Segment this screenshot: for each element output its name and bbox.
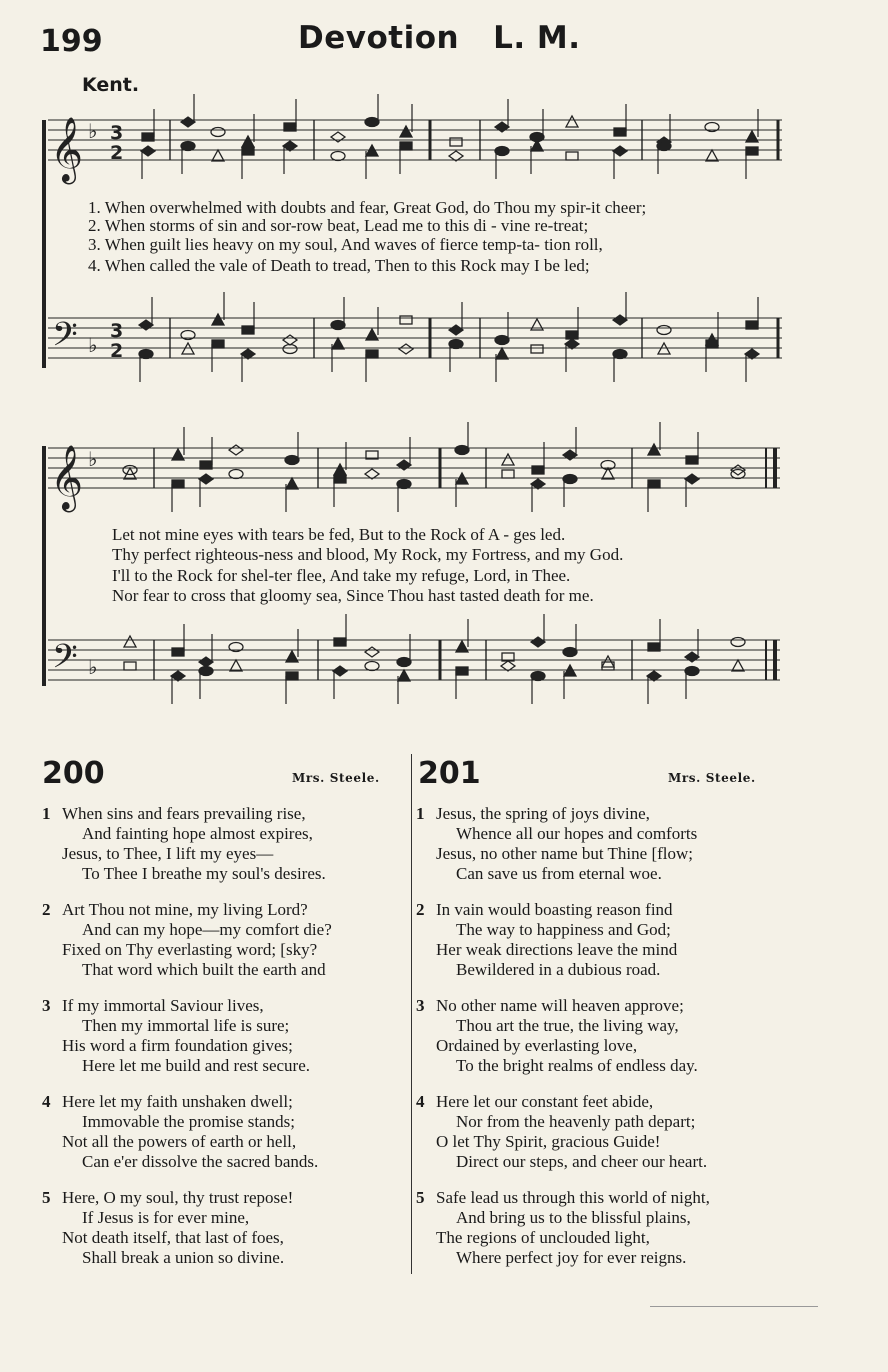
stanza-line: Her weak directions leave the mind bbox=[436, 940, 678, 959]
stanza-number: 1 bbox=[42, 804, 51, 823]
note-head bbox=[331, 152, 345, 161]
stanza-line bbox=[42, 900, 332, 920]
stanza-number: 5 bbox=[42, 1188, 51, 1207]
note-head bbox=[449, 340, 463, 349]
treble-clef-2: 𝄞 bbox=[50, 445, 84, 510]
note-head bbox=[365, 647, 379, 657]
note-head bbox=[181, 142, 195, 151]
bass-key-flat-1: ♭ bbox=[88, 333, 98, 357]
note-head bbox=[230, 660, 242, 671]
note-head bbox=[613, 350, 627, 359]
note-head bbox=[124, 662, 136, 670]
note-head bbox=[613, 146, 627, 156]
stanza-line bbox=[42, 804, 326, 824]
note-head bbox=[400, 126, 412, 137]
stanza-line: And bring us to the blissful plains, bbox=[456, 1208, 691, 1227]
stanza-line: Jesus, no other name but Thine [flow; bbox=[436, 844, 694, 863]
stanza-number: 4 bbox=[416, 1092, 425, 1111]
stanza-number: 3 bbox=[416, 996, 425, 1015]
note-head bbox=[502, 470, 514, 478]
stanza bbox=[42, 996, 310, 1076]
stanza-line: Can e'er dissolve the sacred bands. bbox=[82, 1152, 319, 1171]
stanza-line bbox=[416, 900, 677, 920]
stanza-number: 1 bbox=[416, 804, 425, 823]
stanza bbox=[416, 900, 677, 980]
stanza-line: Can save us from eternal woe. bbox=[456, 864, 662, 883]
note-head bbox=[400, 142, 412, 150]
note-head bbox=[731, 470, 745, 479]
stanza-line: Jesus, to Thee, I lift my eyes— bbox=[62, 844, 274, 863]
stanza-line-text: Here, O my soul, thy trust repose! bbox=[62, 1188, 294, 1207]
note-head bbox=[141, 146, 155, 156]
stanza-line: Direct our steps, and cheer our heart. bbox=[456, 1152, 708, 1171]
note-head bbox=[566, 152, 578, 160]
stanza-number: 5 bbox=[416, 1188, 425, 1207]
note-head bbox=[334, 638, 346, 646]
note-head bbox=[181, 117, 195, 127]
stanza-line: Here let me build and rest secure. bbox=[82, 1056, 310, 1075]
bass-staff-1 bbox=[48, 318, 782, 358]
note-head bbox=[566, 116, 578, 127]
note-head bbox=[685, 474, 699, 484]
stanza-line: If Jesus is for ever mine, bbox=[82, 1208, 250, 1227]
tune-name: Kent. bbox=[82, 74, 140, 96]
stanza-number: 2 bbox=[42, 900, 51, 919]
stanza-line: Where perfect joy for ever reigns. bbox=[456, 1248, 687, 1267]
note-head bbox=[566, 331, 578, 339]
note-head bbox=[284, 123, 296, 131]
note-head bbox=[397, 658, 411, 667]
stanza-line: That word which built the earth and bbox=[82, 960, 326, 979]
note-head bbox=[732, 660, 744, 671]
note-head bbox=[398, 670, 410, 681]
stanza-line-text: Jesus, the spring of joys divine, bbox=[436, 804, 650, 823]
stanza-line-text: Safe lead us through this world of night, bbox=[436, 1188, 710, 1207]
note-head bbox=[685, 667, 699, 676]
note-head bbox=[531, 672, 545, 681]
stanza-line bbox=[42, 1092, 318, 1112]
stanza-line-text: In vain would boasting reason find bbox=[436, 900, 673, 919]
stanza bbox=[42, 1188, 293, 1268]
note-head bbox=[199, 667, 213, 676]
stanza-line: Ordained by everlasting love, bbox=[436, 1036, 638, 1055]
second-line-4: Nor fear to cross that gloomy sea, Since Thou hast tasted death for me. bbox=[112, 586, 594, 605]
note-head bbox=[331, 321, 345, 330]
second-line-2: Thy perfect righteous-ness and blood, My Rock, my Fortress, and my God. bbox=[112, 545, 624, 564]
stanza-line: Not death itself, that last of foes, bbox=[62, 1228, 284, 1247]
stanza-number: 3 bbox=[42, 996, 51, 1015]
note-head bbox=[531, 140, 543, 151]
key-flat-1: ♭ bbox=[88, 119, 98, 143]
note-head bbox=[365, 118, 379, 127]
note-head bbox=[613, 315, 627, 325]
stanza bbox=[416, 804, 697, 884]
stanza-line bbox=[416, 1188, 710, 1208]
treble-clef-1: 𝄞 bbox=[50, 117, 84, 182]
note-head bbox=[333, 666, 347, 676]
note-head bbox=[286, 478, 298, 489]
note-head bbox=[614, 128, 626, 136]
stanza-line: Then my immortal life is sure; bbox=[82, 1016, 290, 1035]
note-head bbox=[495, 147, 509, 156]
stanza-line: To the bright realms of endless day. bbox=[456, 1056, 698, 1075]
stanza-line-text: When sins and fears prevailing rise, bbox=[62, 804, 306, 823]
page-number: 199 bbox=[40, 24, 103, 59]
note-head bbox=[142, 133, 154, 141]
note-head bbox=[124, 636, 136, 647]
stanza-line bbox=[416, 1092, 707, 1112]
shape-notes bbox=[123, 94, 759, 704]
verse-line-1: 1. When overwhelmed with doubts and fear, Great God, do Thou my spir-it cheer; bbox=[88, 198, 647, 217]
note-head bbox=[229, 445, 243, 455]
note-head bbox=[648, 480, 660, 488]
note-head bbox=[746, 131, 758, 142]
note-head bbox=[334, 475, 346, 483]
stanza-line: And fainting hope almost expires, bbox=[82, 824, 313, 843]
stanza-line: Immovable the promise stands; bbox=[82, 1112, 295, 1131]
note-head bbox=[706, 340, 718, 348]
note-head bbox=[212, 340, 224, 348]
meter-label: L. M. bbox=[493, 20, 581, 56]
note-head bbox=[657, 142, 671, 151]
verse-line-3: 3. When guilt lies heavy on my soul, And waves of fierce temp-ta- tion roll, bbox=[88, 235, 603, 254]
note-head bbox=[686, 456, 698, 464]
note-head bbox=[495, 336, 509, 345]
note-head bbox=[532, 466, 544, 474]
footer-rule bbox=[650, 1306, 818, 1307]
note-head bbox=[531, 345, 543, 353]
stanza-line: His word a firm foundation gives; bbox=[62, 1036, 293, 1055]
key-flat-2: ♭ bbox=[88, 447, 98, 471]
note-head bbox=[706, 150, 718, 161]
stanza-number: 4 bbox=[42, 1092, 51, 1111]
note-head bbox=[450, 138, 462, 146]
note-head bbox=[211, 128, 225, 137]
note-head bbox=[199, 474, 213, 484]
note-head bbox=[563, 648, 577, 657]
second-line-1: Let not mine eyes with tears be fed, But to the Rock of A - ges led. bbox=[112, 525, 566, 544]
verse-line-2: 2. When storms of sin and sor-row beat, Lead me to this di - vine re-treat; bbox=[88, 216, 589, 235]
stanza-line-text: Art Thou not mine, my living Lord? bbox=[62, 900, 308, 919]
note-head bbox=[657, 326, 671, 335]
note-head bbox=[242, 326, 254, 334]
hymn-200-number: 200 bbox=[42, 756, 105, 791]
note-head bbox=[456, 641, 468, 652]
note-head bbox=[332, 338, 344, 349]
stanza-line-text: Here let my faith unshaken dwell; bbox=[62, 1092, 293, 1111]
hymn-title-text: Devotion bbox=[298, 20, 460, 56]
stanza-line: And can my hope—my comfort die? bbox=[82, 920, 332, 939]
note-head bbox=[212, 150, 224, 161]
stanza bbox=[416, 1188, 710, 1268]
note-head bbox=[285, 456, 299, 465]
hymn-200-author: Mrs. Steele. bbox=[292, 771, 380, 785]
stanza-line: Whence all our hopes and comforts bbox=[456, 824, 698, 843]
note-head bbox=[648, 444, 660, 455]
note-head bbox=[746, 321, 758, 329]
note-head bbox=[200, 461, 212, 469]
bass-clef-1: 𝄢 bbox=[52, 316, 78, 362]
stanza-line: Thou art the true, the living way, bbox=[456, 1016, 679, 1035]
stanza-number: 2 bbox=[416, 900, 425, 919]
stanza bbox=[42, 804, 326, 884]
note-head bbox=[449, 325, 463, 335]
time-sig-bottom-1: 2 bbox=[110, 142, 124, 164]
note-head bbox=[172, 648, 184, 656]
note-head bbox=[496, 348, 508, 359]
note-head bbox=[212, 314, 224, 325]
note-head bbox=[648, 643, 660, 651]
note-head bbox=[455, 446, 469, 455]
note-head bbox=[229, 470, 243, 479]
note-head bbox=[456, 667, 468, 675]
note-head bbox=[283, 345, 297, 354]
treble-staff-1 bbox=[48, 120, 782, 160]
hymn-201-number: 201 bbox=[418, 756, 481, 791]
note-head bbox=[283, 335, 297, 345]
note-head bbox=[242, 136, 254, 147]
bass-key-flat-2: ♭ bbox=[88, 655, 98, 679]
note-head bbox=[139, 350, 153, 359]
note-head bbox=[242, 147, 254, 155]
stanza-line bbox=[42, 1188, 293, 1208]
note-head bbox=[563, 475, 577, 484]
note-head bbox=[286, 651, 298, 662]
note-head bbox=[172, 480, 184, 488]
stanza bbox=[42, 1092, 318, 1172]
bass-clef-2: 𝄢 bbox=[52, 638, 78, 684]
stanza-line bbox=[42, 996, 310, 1016]
stanza-line: To Thee I breathe my soul's desires. bbox=[82, 864, 326, 883]
note-head bbox=[397, 480, 411, 489]
note-head bbox=[731, 638, 745, 647]
time-sig-top-1: 3 bbox=[110, 122, 124, 144]
stanza-line: The regions of unclouded light, bbox=[436, 1228, 650, 1247]
note-head bbox=[365, 662, 379, 671]
bass-time-sig-bottom-1: 2 bbox=[110, 340, 124, 362]
stanza-line: O let Thy Spirit, gracious Guide! bbox=[436, 1132, 661, 1151]
stanza-line: The way to happiness and God; bbox=[456, 920, 671, 939]
note-head bbox=[746, 147, 758, 155]
second-line-3: I'll to the Rock for shel-ter flee, And take my refuge, Lord, in Thee. bbox=[112, 566, 571, 585]
stanza-line bbox=[416, 996, 698, 1016]
note-head bbox=[199, 657, 213, 667]
stanza-line-text: If my immortal Saviour lives, bbox=[62, 996, 264, 1015]
bass-staff-2 bbox=[48, 640, 780, 680]
note-head bbox=[366, 350, 378, 358]
bass-time-sig-top-1: 3 bbox=[110, 320, 124, 342]
stanza-line bbox=[416, 804, 697, 824]
note-head bbox=[399, 344, 413, 354]
note-head bbox=[334, 464, 346, 475]
column-divider bbox=[411, 754, 412, 1274]
note-head bbox=[502, 454, 514, 465]
note-head bbox=[531, 637, 545, 647]
verse-line-4: 4. When called the vale of Death to tread, Then to this Rock may I be led; bbox=[88, 256, 590, 275]
note-head bbox=[366, 329, 378, 340]
note-head bbox=[400, 316, 412, 324]
stanza bbox=[416, 1092, 707, 1172]
stanza-line: Bewildered in a dubious road. bbox=[456, 960, 661, 979]
stanza-line: Fixed on Thy everlasting word; [sky? bbox=[62, 940, 318, 959]
stanza-line-text: Here let our constant feet abide, bbox=[436, 1092, 654, 1111]
stanza-line: Shall break a union so divine. bbox=[82, 1248, 285, 1267]
note-head bbox=[172, 449, 184, 460]
stanza-line: Not all the powers of earth or hell, bbox=[62, 1132, 297, 1151]
stanza-line: Nor from the heavenly path depart; bbox=[456, 1112, 696, 1131]
stanza bbox=[416, 996, 698, 1076]
note-head bbox=[286, 672, 298, 680]
stanza bbox=[42, 900, 332, 980]
hymn-201-author: Mrs. Steele. bbox=[668, 771, 756, 785]
stanza-line-text: No other name will heaven approve; bbox=[436, 996, 684, 1015]
treble-staff-2 bbox=[48, 448, 780, 488]
